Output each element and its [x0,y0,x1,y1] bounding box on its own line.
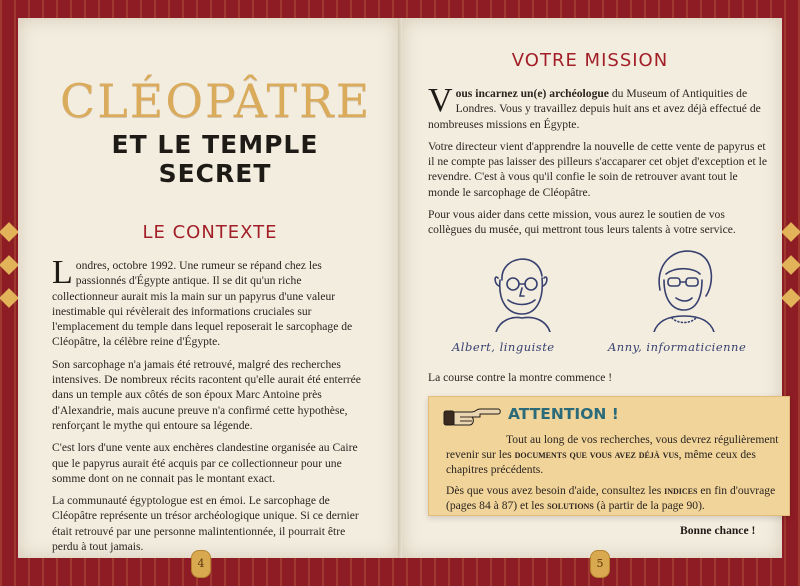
mission-role: ous incarnez un(e) archéologue [455,87,609,100]
attention-title: ATTENTION ! [508,405,619,423]
attention-text [446,432,781,519]
attention-paragraph-2 [446,483,781,513]
mission-text [428,82,768,245]
context-paragraph-2: Son sarcophage n'a jamais été retrouvé, malgré des recherches intensives. De nombreux récits racontent qu'elle aurait été enterrée dans un temple aux côtés de son époux Marc Antoine près d'Alexandrie, mais aucune preuve n'a confirmé cette hypothèse, renforçant le mythe qui entoure sa légende. [52,357,361,432]
attention-p2-text-a: Dès que vous avez besoin d'aide, consultez les [446,484,665,497]
context-dropcap: L [52,254,73,291]
mission-paragraph-1-text: du Museum of Antiquities de Londres. Vous y travaillez depuis huit ans et avez déjà effectué de nombreuses missions en Égypte. [428,87,761,131]
book-title: CLÉOPÂTRE [60,74,372,128]
race-line: La course contre la montre commence ! [428,371,613,384]
anny-caption: Anny, informaticienne [608,340,747,354]
context-heading: LE CONTEXTE [142,222,278,243]
mission-dropcap: V [428,82,453,119]
pointing-hand-icon [442,405,502,431]
albert-portrait [478,240,564,332]
context-text [52,254,362,561]
anny-portrait [640,240,726,332]
book-spine [398,18,402,558]
attention-paragraph-1 [446,432,781,477]
mission-paragraph-1 [428,82,768,132]
book-subtitle: ET LE TEMPLE SECRET [111,130,319,188]
attention-p2-text-c: (à partir de la page 90). [593,499,705,512]
context-paragraph-1 [52,254,362,350]
mission-heading: VOTRE MISSION [511,50,669,71]
closing-line: Bonne chance ! [680,524,756,537]
attention-p2-text-b: en fin d'ouvrage (pages 84 à 87) et les [446,484,776,512]
mission-paragraph-3: Pour vous aider dans cette mission, vous aurez le soutien de vos collègues du musée, qui mettront tous leurs talents à votre service. [428,208,736,237]
albert-caption: Albert, linguiste [452,340,555,354]
attention-p1-text-b: , même ceux des chapitres précédents. [446,448,756,476]
attention-documents-highlight: documents que vous avez déjà vus [514,448,679,461]
attention-solutions-highlight: solutions [547,499,594,512]
attention-p1-text-a: Tout au long de vos recherches, vous devrez régulièrement revenir sur les [446,433,779,461]
context-paragraph-1-text: ondres, octobre 1992. Une rumeur se répand chez les passionnés d'Égypte antique. Il se dit qu'un riche collectionneur aurait mis la main sur un papyrus d'une valeur inestimable qui révèlerait des informations cruciales sur l'emplacement du temple dans lequel reposerait le sarcophage de Cléopâtre, la célèbre reine d'Égypte. [52,259,353,349]
page-number-left: 4 [191,550,211,578]
attention-indices-highlight: indices [664,484,698,497]
context-paragraph-3: C'est lors d'une vente aux enchères clandestine organisée au Caire que le papyrus aurait été acquis par ce collectionneur pour une somme dont on ne connait pas le montant exact. [52,441,358,485]
page-number-right: 5 [590,550,610,578]
mission-paragraph-2: Votre directeur vient d'apprendre la nouvelle de cette vente de papyrus et il ne compte pas laisser des pilleurs s'accaparer cet objet d'exception et le revendre. C'est à vous qu'il confie le soin de retrouver avant tout le monde le sarcophage de Cléopâtre. [428,139,767,199]
attention-box [428,396,790,516]
context-paragraph-4: La communauté égyptologue est en émoi. Le sarcophage de Cléopâtre représente un trésor archéologique unique. Si ce dernier était retrouvé par une personne malintentionnée, il pourrait être perdu à tout jamais. [52,494,359,554]
